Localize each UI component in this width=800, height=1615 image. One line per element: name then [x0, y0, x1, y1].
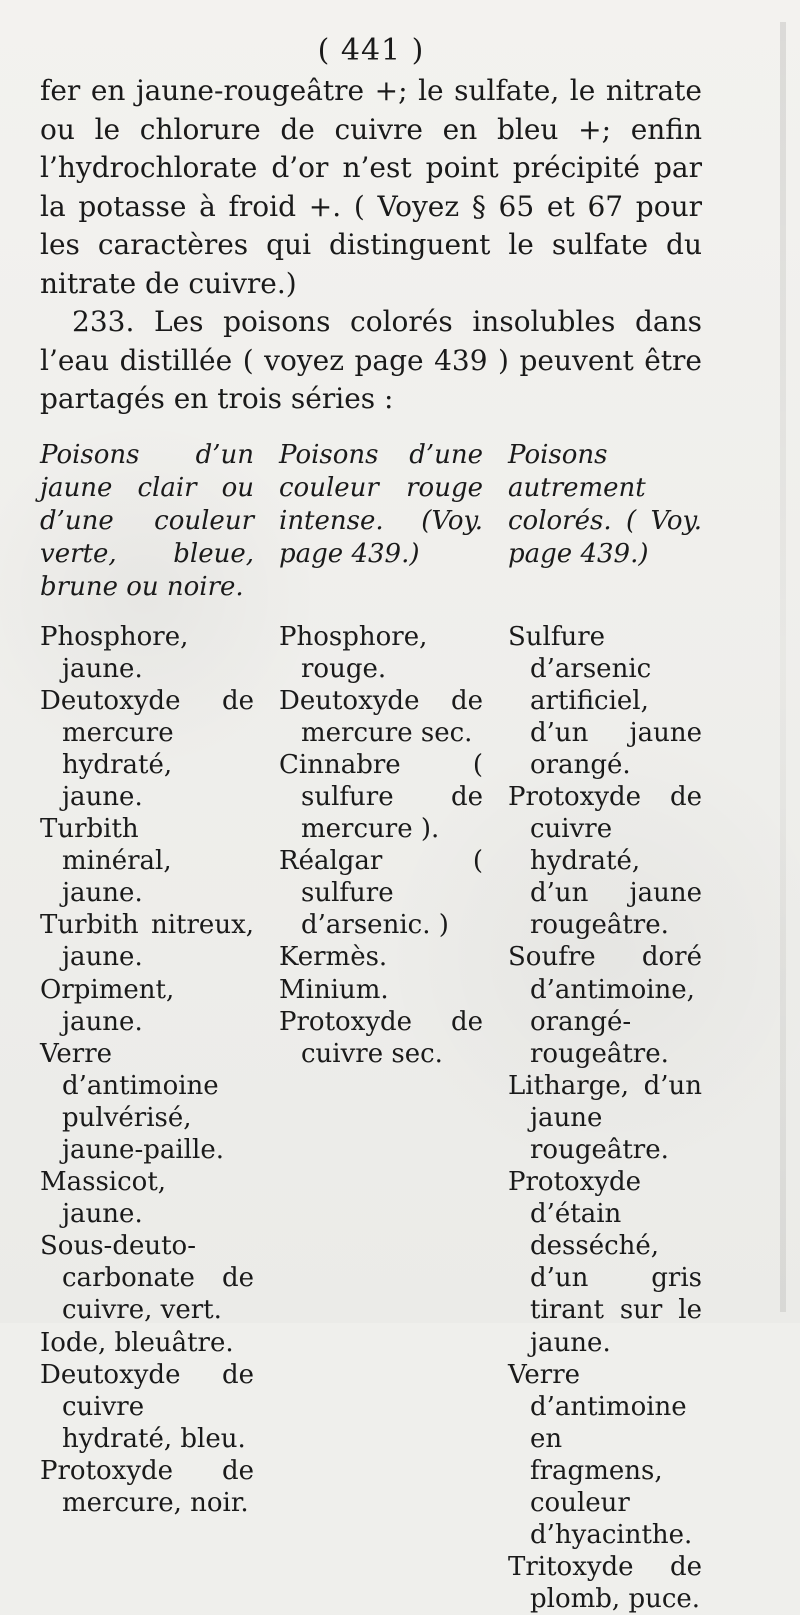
poison-list-column-2	[279, 621, 483, 1070]
poison-entry: Verre d’antimoine pulvérisé, jaune-paille.	[40, 1038, 254, 1166]
column-heading-red: Poisons d’une couleur rouge intense. (Voy. page 439.)	[279, 439, 483, 571]
column-headings	[40, 439, 702, 604]
poison-entry: Phosphore, rouge.	[279, 621, 483, 685]
paragraph-233	[40, 303, 702, 419]
poison-entry: Orpiment, jaune.	[40, 974, 254, 1038]
poison-list-column-3	[508, 621, 702, 1615]
poison-entry: Turbith minéral, jaune.	[40, 813, 254, 909]
poison-entry: Soufre doré d’antimoine, orangé-rougeâtre.	[508, 941, 702, 1069]
column-heading-other-colors: Poisons autrement colorés. ( Voy. page 439.)	[508, 439, 702, 571]
body-text	[40, 72, 702, 419]
paragraph-2-text: 233. Les poisons colorés insolubles dans l’eau distillée ( voyez page 439 ) peuvent être partagés en trois séries :	[40, 305, 702, 415]
poison-entry: Cinnabre ( sulfure de mercure ).	[279, 749, 483, 845]
paragraph-continuation	[40, 72, 702, 303]
poison-entry: Litharge, d’un jaune rougeâtre.	[508, 1070, 702, 1166]
poison-entry: Deutoxyde de mercure hydraté, jaune.	[40, 685, 254, 813]
poison-list-column-1	[40, 621, 254, 1520]
poison-entry: Verre d’antimoine en fragmens, couleur d’hyacinthe.	[508, 1359, 702, 1552]
poison-entry: Sous-deuto-carbonate de cuivre, vert.	[40, 1230, 254, 1326]
poison-entry: Phosphore, jaune.	[40, 621, 254, 685]
poison-color-table	[40, 439, 702, 1615]
page-edge-shadow	[780, 22, 786, 1312]
poison-entry: Tritoxyde de plomb, puce.	[508, 1551, 702, 1615]
poison-entry: Kermès.	[279, 941, 483, 973]
poison-entry: Réalgar ( sulfure d’arsenic. )	[279, 845, 483, 941]
paragraph-1-text: fer en jaune-rougeâtre +; le sulfate, le nitrate ou le chlorure de cuivre en bleu +; enfin l’hydrochlorate d’or n’est point précipité par la potasse à froid +. ( Voyez § 65 et 67 pour les caractères qui distinguent le sulfate du nitrate de cuivre.)	[40, 74, 702, 300]
poison-entry: Massicot, jaune.	[40, 1166, 254, 1230]
poison-entry: Protoxyde de cuivre sec.	[279, 1006, 483, 1070]
poison-entry: Turbith nitreux, jaune.	[40, 909, 254, 973]
poison-entry: Iode, bleuâtre.	[40, 1327, 254, 1359]
poison-entry: Deutoxyde de mercure sec.	[279, 685, 483, 749]
poison-lists	[40, 621, 702, 1615]
poison-entry: Protoxyde de cuivre hydraté, d’un jaune rougeâtre.	[508, 781, 702, 941]
poison-entry: Sulfure d’arsenic artificiel, d’un jaune orangé.	[508, 621, 702, 781]
page-number: ( 441 )	[40, 30, 702, 72]
poison-entry: Deutoxyde de cuivre hydraté, bleu.	[40, 1359, 254, 1455]
poison-entry: Protoxyde de mercure, noir.	[40, 1455, 254, 1519]
poison-entry: Minium.	[279, 974, 483, 1006]
column-heading-yellow-green-blue-brown-black: Poisons d’un jaune clair ou d’une couleur verte, bleue, brune ou noire.	[40, 439, 254, 604]
poison-entry: Protoxyde d’étain desséché, d’un gris tirant sur le jaune.	[508, 1166, 702, 1359]
